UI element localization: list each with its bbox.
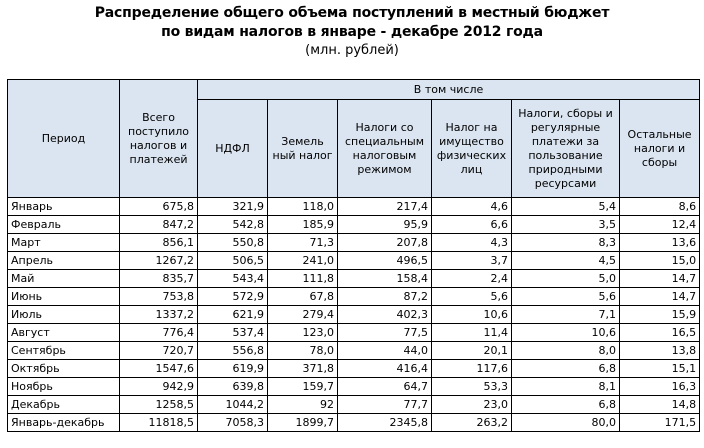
cell-land-tax: 241,0 — [268, 252, 338, 270]
cell-other: 16,3 — [620, 378, 700, 396]
cell-other: 16,5 — [620, 324, 700, 342]
table-row — [8, 288, 700, 306]
cell-land-tax: 185,9 — [268, 216, 338, 234]
cell-land-tax: 71,3 — [268, 234, 338, 252]
header-special-line: Налоги со — [355, 120, 414, 134]
cell-special-regime: 158,4 — [338, 270, 432, 288]
cell-natural-resources: 4,5 — [512, 252, 620, 270]
table-row — [8, 306, 700, 324]
header-property-line: имущество — [439, 134, 504, 148]
cell-natural-resources: 3,5 — [512, 216, 620, 234]
cell-special-regime: 496,5 — [338, 252, 432, 270]
cell-period: Апрель — [8, 252, 120, 270]
cell-natural-resources: 5,4 — [512, 198, 620, 216]
cell-period: Декабрь — [8, 396, 120, 414]
cell-other: 12,4 — [620, 216, 700, 234]
cell-natural-resources: 8,1 — [512, 378, 620, 396]
table-row — [8, 198, 700, 216]
cell-land-tax: 118,0 — [268, 198, 338, 216]
cell-property-tax: 10,6 — [432, 306, 512, 324]
cell-period: Ноябрь — [8, 378, 120, 396]
cell-land-tax: 111,8 — [268, 270, 338, 288]
cell-ndfl: 321,9 — [198, 198, 268, 216]
table-row — [8, 216, 700, 234]
cell-property-tax: 6,6 — [432, 216, 512, 234]
cell-land-tax: 371,8 — [268, 360, 338, 378]
cell-land-tax: 279,4 — [268, 306, 338, 324]
cell-special-regime: 2345,8 — [338, 414, 432, 432]
cell-property-tax: 4,3 — [432, 234, 512, 252]
cell-special-regime: 87,2 — [338, 288, 432, 306]
cell-special-regime: 64,7 — [338, 378, 432, 396]
header-property-line: Налог на — [445, 120, 498, 134]
cell-other: 14,7 — [620, 288, 700, 306]
cell-special-regime: 44,0 — [338, 342, 432, 360]
header-natural — [512, 100, 620, 198]
cell-property-tax: 263,2 — [432, 414, 512, 432]
cell-ndfl: 556,8 — [198, 342, 268, 360]
cell-property-tax: 5,6 — [432, 288, 512, 306]
cell-natural-resources: 10,6 — [512, 324, 620, 342]
cell-total: 1547,6 — [120, 360, 198, 378]
cell-land-tax: 78,0 — [268, 342, 338, 360]
cell-period: Сентябрь — [8, 342, 120, 360]
title-block — [0, 4, 704, 60]
cell-period: Январь-декабрь — [8, 414, 120, 432]
cell-special-regime: 77,5 — [338, 324, 432, 342]
cell-natural-resources: 8,3 — [512, 234, 620, 252]
cell-ndfl: 550,8 — [198, 234, 268, 252]
table-row — [8, 342, 700, 360]
cell-period: Июнь — [8, 288, 120, 306]
header-total-line: поступило — [128, 124, 189, 138]
header-natural-line: ресурсами — [534, 176, 597, 190]
header-natural-line: платежи за — [531, 134, 600, 148]
header-special-line: режимом — [357, 162, 412, 176]
header-other — [620, 100, 700, 198]
header-land-line: ный налог — [272, 148, 333, 162]
cell-total: 942,9 — [120, 378, 198, 396]
cell-period: Июль — [8, 306, 120, 324]
cell-ndfl: 7058,3 — [198, 414, 268, 432]
cell-period: Март — [8, 234, 120, 252]
cell-other: 13,6 — [620, 234, 700, 252]
header-ndfl: НДФЛ — [198, 100, 268, 198]
table-row — [8, 360, 700, 378]
cell-total: 675,8 — [120, 198, 198, 216]
cell-natural-resources: 6,8 — [512, 396, 620, 414]
header-total-line: налогов и — [129, 138, 188, 152]
header-total-line: платежей — [129, 152, 188, 166]
cell-land-tax: 123,0 — [268, 324, 338, 342]
cell-property-tax: 4,6 — [432, 198, 512, 216]
cell-special-regime: 402,3 — [338, 306, 432, 324]
cell-ndfl: 572,9 — [198, 288, 268, 306]
cell-ndfl: 621,9 — [198, 306, 268, 324]
header-special-line: специальным — [344, 134, 425, 148]
cell-other: 14,8 — [620, 396, 700, 414]
cell-land-tax: 67,8 — [268, 288, 338, 306]
cell-period: Октябрь — [8, 360, 120, 378]
cell-natural-resources: 8,0 — [512, 342, 620, 360]
cell-property-tax: 3,7 — [432, 252, 512, 270]
cell-ndfl: 1044,2 — [198, 396, 268, 414]
cell-property-tax: 117,6 — [432, 360, 512, 378]
cell-ndfl: 543,4 — [198, 270, 268, 288]
header-total — [120, 80, 198, 198]
cell-total: 753,8 — [120, 288, 198, 306]
header-natural-line: Налоги, сборы и — [518, 106, 613, 120]
header-including: В том числе — [198, 80, 700, 100]
cell-land-tax: 159,7 — [268, 378, 338, 396]
cell-property-tax: 20,1 — [432, 342, 512, 360]
header-period: Период — [8, 80, 120, 198]
cell-ndfl: 542,8 — [198, 216, 268, 234]
cell-period: Январь — [8, 198, 120, 216]
table-row — [8, 396, 700, 414]
title-line-1: Распределение общего объема поступлений в местный бюджет — [94, 5, 610, 21]
cell-ndfl: 537,4 — [198, 324, 268, 342]
title-line-2: по видам налогов в январе - декабре 2012 года — [161, 24, 543, 40]
header-property — [432, 100, 512, 198]
unit-label: (млн. рублей) — [305, 43, 399, 58]
cell-natural-resources: 7,1 — [512, 306, 620, 324]
cell-other: 15,0 — [620, 252, 700, 270]
cell-total: 856,1 — [120, 234, 198, 252]
cell-natural-resources: 5,6 — [512, 288, 620, 306]
header-property-line: физических — [436, 148, 507, 162]
header-other-line: Остальные — [627, 127, 692, 141]
cell-other: 171,5 — [620, 414, 700, 432]
cell-period: Август — [8, 324, 120, 342]
cell-total: 11818,5 — [120, 414, 198, 432]
cell-special-regime: 207,8 — [338, 234, 432, 252]
cell-total: 835,7 — [120, 270, 198, 288]
header-natural-line: пользование — [528, 148, 603, 162]
header-other-line: налоги и — [633, 141, 686, 155]
table-row — [8, 414, 700, 432]
table-row — [8, 270, 700, 288]
cell-property-tax: 23,0 — [432, 396, 512, 414]
cell-total: 847,2 — [120, 216, 198, 234]
cell-property-tax: 2,4 — [432, 270, 512, 288]
header-land — [268, 100, 338, 198]
header-property-line: лиц — [460, 162, 483, 176]
cell-total: 776,4 — [120, 324, 198, 342]
cell-period: Май — [8, 270, 120, 288]
cell-total: 1267,2 — [120, 252, 198, 270]
cell-other: 14,7 — [620, 270, 700, 288]
cell-natural-resources: 5,0 — [512, 270, 620, 288]
table-row — [8, 234, 700, 252]
cell-ndfl: 506,5 — [198, 252, 268, 270]
cell-ndfl: 619,9 — [198, 360, 268, 378]
header-other-line: сборы — [641, 155, 678, 169]
cell-natural-resources: 6,8 — [512, 360, 620, 378]
header-natural-line: природными — [528, 162, 603, 176]
cell-special-regime: 416,4 — [338, 360, 432, 378]
header-natural-line: регулярные — [530, 120, 601, 134]
cell-period: Февраль — [8, 216, 120, 234]
cell-special-regime: 95,9 — [338, 216, 432, 234]
header-total-line: Всего — [142, 110, 175, 124]
table-row — [8, 252, 700, 270]
cell-property-tax: 11,4 — [432, 324, 512, 342]
revenue-table — [7, 79, 700, 432]
cell-other: 13,8 — [620, 342, 700, 360]
cell-other: 15,9 — [620, 306, 700, 324]
cell-special-regime: 217,4 — [338, 198, 432, 216]
cell-total: 1337,2 — [120, 306, 198, 324]
table-body — [8, 198, 700, 432]
cell-natural-resources: 80,0 — [512, 414, 620, 432]
cell-other: 15,1 — [620, 360, 700, 378]
cell-land-tax: 92 — [268, 396, 338, 414]
cell-special-regime: 77,7 — [338, 396, 432, 414]
header-special-line: налоговым — [352, 148, 417, 162]
cell-total: 1258,5 — [120, 396, 198, 414]
header-land-line: Земель — [281, 134, 324, 148]
table-row — [8, 324, 700, 342]
cell-other: 8,6 — [620, 198, 700, 216]
cell-property-tax: 53,3 — [432, 378, 512, 396]
cell-land-tax: 1899,7 — [268, 414, 338, 432]
table-row — [8, 378, 700, 396]
cell-total: 720,7 — [120, 342, 198, 360]
cell-ndfl: 639,8 — [198, 378, 268, 396]
header-special — [338, 100, 432, 198]
